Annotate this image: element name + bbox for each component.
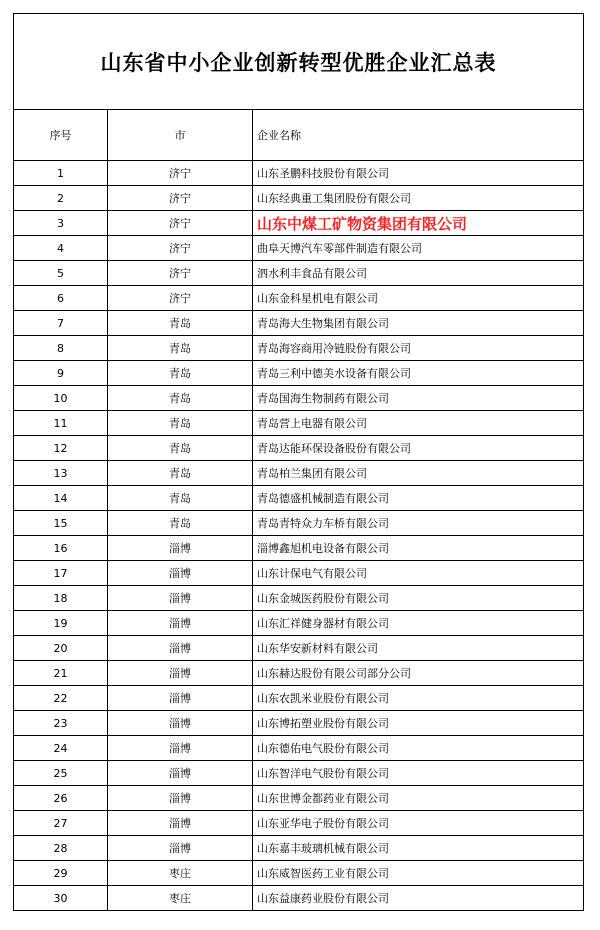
row-company-cell[interactable]: 山东金城医药股份有限公司 <box>253 586 584 611</box>
row-city-cell[interactable]: 济宁 <box>108 286 253 311</box>
header-index[interactable]: 序号 <box>14 110 108 161</box>
row-index-cell[interactable]: 23 <box>14 711 108 736</box>
table-row <box>14 661 584 686</box>
row-city-cell[interactable]: 淄博 <box>108 636 253 661</box>
row-index-cell[interactable]: 8 <box>14 336 108 361</box>
row-company-cell[interactable]: 山东德佑电气股份有限公司 <box>253 736 584 761</box>
row-index-cell[interactable]: 1 <box>14 161 108 186</box>
row-company-cell[interactable]: 山东博拓塑业股份有限公司 <box>253 711 584 736</box>
row-city-cell[interactable]: 淄博 <box>108 761 253 786</box>
row-company-cell[interactable]: 山东金科星机电有限公司 <box>253 286 584 311</box>
row-company-cell[interactable]: 山东益康药业股份有限公司 <box>253 886 584 911</box>
row-index-cell[interactable]: 12 <box>14 436 108 461</box>
row-index-cell[interactable]: 13 <box>14 461 108 486</box>
table-row <box>14 736 584 761</box>
row-index-cell[interactable]: 22 <box>14 686 108 711</box>
row-company-cell[interactable]: 山东经典重工集团股份有限公司 <box>253 186 584 211</box>
row-index-cell[interactable]: 27 <box>14 811 108 836</box>
table-row <box>14 761 584 786</box>
row-company-cell[interactable]: 青岛三利中德美水设备有限公司 <box>253 361 584 386</box>
table-row <box>14 586 584 611</box>
row-company-cell[interactable]: 青岛营上电器有限公司 <box>253 411 584 436</box>
row-index-cell[interactable]: 24 <box>14 736 108 761</box>
row-company-cell[interactable]: 山东世博金都药业有限公司 <box>253 786 584 811</box>
row-company-cell[interactable]: 山东圣鹏科技股份有限公司 <box>253 161 584 186</box>
row-city-cell[interactable]: 济宁 <box>108 261 253 286</box>
row-index-cell[interactable]: 11 <box>14 411 108 436</box>
table-row <box>14 386 584 411</box>
header-row <box>14 110 584 161</box>
row-company-cell[interactable]: 山东农凯米业股份有限公司 <box>253 686 584 711</box>
row-company-cell[interactable]: 青岛德盛机械制造有限公司 <box>253 486 584 511</box>
row-company-cell-highlighted[interactable]: 山东中煤工矿物资集团有限公司 <box>253 211 584 236</box>
row-index-cell[interactable]: 7 <box>14 311 108 336</box>
row-company-cell[interactable]: 曲阜天博汽车零部件制造有限公司 <box>253 236 584 261</box>
row-city-cell[interactable]: 青岛 <box>108 386 253 411</box>
table-row <box>14 561 584 586</box>
row-city-cell[interactable]: 青岛 <box>108 311 253 336</box>
row-company-cell[interactable]: 山东计保电气有限公司 <box>253 561 584 586</box>
row-city-cell[interactable]: 淄博 <box>108 586 253 611</box>
row-company-cell[interactable]: 山东智洋电气股份有限公司 <box>253 761 584 786</box>
table-row <box>14 486 584 511</box>
header-company[interactable]: 企业名称 <box>253 110 584 161</box>
row-city-cell[interactable]: 青岛 <box>108 336 253 361</box>
table-row <box>14 536 584 561</box>
row-company-cell[interactable]: 青岛青特众力车桥有限公司 <box>253 511 584 536</box>
table-row <box>14 361 584 386</box>
table-title[interactable]: 山东省中小企业创新转型优胜企业汇总表 <box>14 14 584 110</box>
row-index-cell[interactable]: 5 <box>14 261 108 286</box>
row-index-cell[interactable]: 29 <box>14 861 108 886</box>
table-row <box>14 311 584 336</box>
row-city-cell[interactable]: 青岛 <box>108 486 253 511</box>
row-index-cell[interactable]: 6 <box>14 286 108 311</box>
row-city-cell[interactable]: 济宁 <box>108 211 253 236</box>
row-company-cell[interactable]: 泗水利丰食品有限公司 <box>253 261 584 286</box>
row-company-cell[interactable]: 青岛柏兰集团有限公司 <box>253 461 584 486</box>
row-company-cell[interactable]: 山东汇祥健身器材有限公司 <box>253 611 584 636</box>
row-city-cell[interactable]: 淄博 <box>108 836 253 861</box>
row-company-cell[interactable]: 山东赫达股份有限公司部分公司 <box>253 661 584 686</box>
row-city-cell[interactable]: 枣庄 <box>108 861 253 886</box>
row-index-cell[interactable]: 25 <box>14 761 108 786</box>
spreadsheet <box>13 13 583 911</box>
row-index-cell[interactable]: 2 <box>14 186 108 211</box>
row-company-cell[interactable]: 山东亚华电子股份有限公司 <box>253 811 584 836</box>
table-row <box>14 786 584 811</box>
summary-table <box>13 13 584 911</box>
row-index-cell[interactable]: 9 <box>14 361 108 386</box>
row-index-cell[interactable]: 30 <box>14 886 108 911</box>
row-index-cell[interactable]: 4 <box>14 236 108 261</box>
table-row <box>14 886 584 911</box>
row-index-cell[interactable]: 18 <box>14 586 108 611</box>
table-row <box>14 336 584 361</box>
row-city-cell[interactable]: 淄博 <box>108 661 253 686</box>
table-row <box>14 211 584 236</box>
table-row <box>14 711 584 736</box>
row-index-cell[interactable]: 3 <box>14 211 108 236</box>
row-index-cell[interactable]: 28 <box>14 836 108 861</box>
title-row <box>14 14 584 110</box>
table-row <box>14 611 584 636</box>
table-row <box>14 161 584 186</box>
table-row <box>14 436 584 461</box>
row-index-cell[interactable]: 15 <box>14 511 108 536</box>
row-city-cell[interactable]: 济宁 <box>108 236 253 261</box>
row-city-cell[interactable]: 淄博 <box>108 686 253 711</box>
row-city-cell[interactable]: 淄博 <box>108 811 253 836</box>
table-row <box>14 511 584 536</box>
row-city-cell[interactable]: 淄博 <box>108 611 253 636</box>
table-row <box>14 861 584 886</box>
row-index-cell[interactable]: 10 <box>14 386 108 411</box>
row-index-cell[interactable]: 16 <box>14 536 108 561</box>
table-row <box>14 286 584 311</box>
row-city-cell[interactable]: 青岛 <box>108 361 253 386</box>
row-company-cell[interactable]: 青岛海容商用冷链股份有限公司 <box>253 336 584 361</box>
table-row <box>14 261 584 286</box>
table-row <box>14 836 584 861</box>
table-row <box>14 686 584 711</box>
row-city-cell[interactable]: 青岛 <box>108 511 253 536</box>
row-company-cell[interactable]: 山东嘉丰玻璃机械有限公司 <box>253 836 584 861</box>
row-city-cell[interactable]: 淄博 <box>108 536 253 561</box>
row-company-cell[interactable]: 山东华安新材料有限公司 <box>253 636 584 661</box>
row-city-cell[interactable]: 济宁 <box>108 161 253 186</box>
table-row <box>14 811 584 836</box>
row-city-cell[interactable]: 淄博 <box>108 786 253 811</box>
table-row <box>14 186 584 211</box>
row-company-cell[interactable]: 青岛国海生物制药有限公司 <box>253 386 584 411</box>
table-row <box>14 236 584 261</box>
row-index-cell[interactable]: 26 <box>14 786 108 811</box>
row-city-cell[interactable]: 青岛 <box>108 411 253 436</box>
row-company-cell[interactable]: 青岛达能环保设备股份有限公司 <box>253 436 584 461</box>
table-row <box>14 461 584 486</box>
table-row <box>14 636 584 661</box>
table-row <box>14 411 584 436</box>
row-index-cell[interactable]: 17 <box>14 561 108 586</box>
row-company-cell[interactable]: 淄博鑫旭机电设备有限公司 <box>253 536 584 561</box>
row-city-cell[interactable]: 枣庄 <box>108 886 253 911</box>
row-company-cell[interactable]: 青岛海大生物集团有限公司 <box>253 311 584 336</box>
row-city-cell[interactable]: 淄博 <box>108 711 253 736</box>
header-city[interactable]: 市 <box>108 110 253 161</box>
row-index-cell[interactable]: 20 <box>14 636 108 661</box>
row-city-cell[interactable]: 淄博 <box>108 736 253 761</box>
row-city-cell[interactable]: 淄博 <box>108 561 253 586</box>
row-index-cell[interactable]: 14 <box>14 486 108 511</box>
row-city-cell[interactable]: 青岛 <box>108 436 253 461</box>
row-city-cell[interactable]: 青岛 <box>108 461 253 486</box>
row-index-cell[interactable]: 19 <box>14 611 108 636</box>
row-index-cell[interactable]: 21 <box>14 661 108 686</box>
row-city-cell[interactable]: 济宁 <box>108 186 253 211</box>
row-company-cell[interactable]: 山东威智医药工业有限公司 <box>253 861 584 886</box>
